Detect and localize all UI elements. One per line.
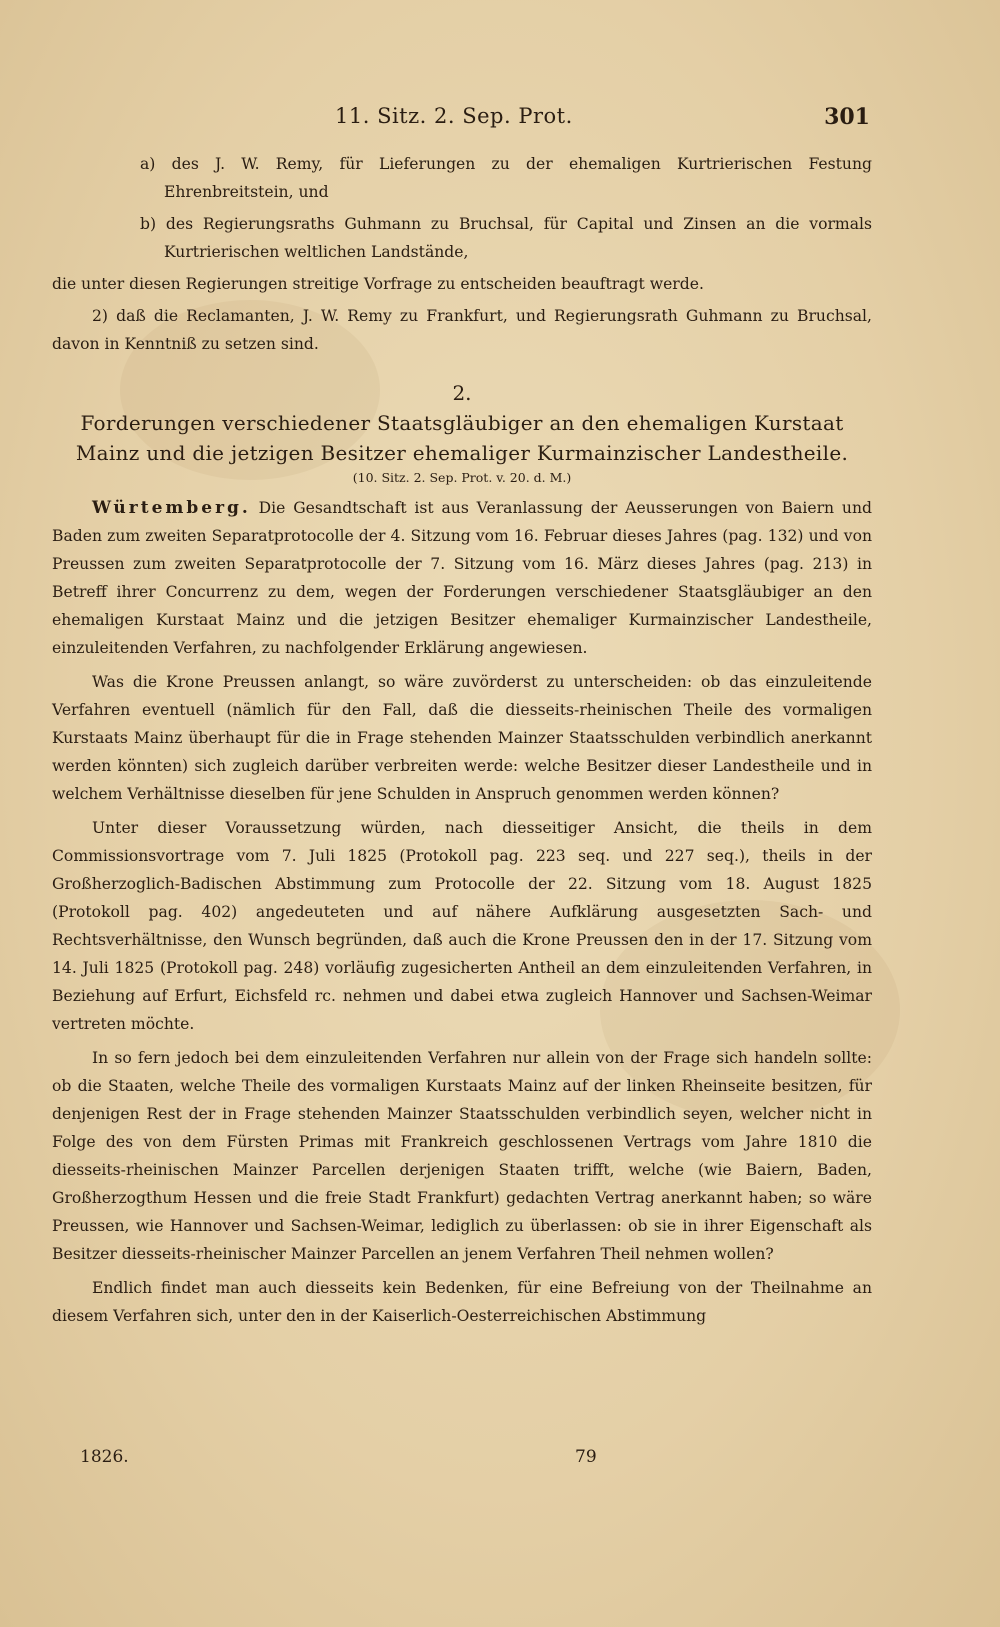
paragraph-1-text: Die Gesandtschaft ist aus Veranlassung der Aeusserungen von Baiern und Baden zum zweiten Separatprotocolle der 4. Sitzung vom 16. Februar dieses Jahres (pag. 132) und von Preussen zum zweiten Separatprotocolle der 7. Sitzung vom 16. März dieses Jahres (pag. 213) in Betreff ihrer Concurrenz zu dem, wegen der Forderungen verschiedener Staatsgläubiger an den ehemaligen Kurstaat Mainz und die jetzigen Besitzer ehemaliger Kurmainzischer Landestheile, einzuleitenden Verfahren, zu nachfolgender Erklärung angewiesen. [52, 499, 872, 657]
list-item-2: 2) daß die Reclamanten, J. W. Remy zu Frankfurt, und Regierungsrath Guhmann zu Bruchsal, davon in Kenntniß zu setzen sind. [52, 307, 872, 353]
footer-year: 1826. [80, 1447, 129, 1467]
paragraph-3: Unter dieser Voraussetzung würden, nach diesseitiger Ansicht, die theils in dem Commissionsvortrage vom 7. Juli 1825 (Protokoll pag. 223 seq. und 227 seq.), theils in der Großherzoglich-Badischen Abstimmung zum Protocolle der 22. Sitzung vom 18. August 1825 (Protokoll pag. 402) angedeuteten und auf nähere Aufklärung ausgesetzten Sach- und Rechtsverhältnisse, den Wunsch begründen, daß auch die Krone Preussen den in der 17. Sitzung vom 14. Juli 1825 (Protokoll pag. 248) vorläufig zugesicherten Antheil an dem einzuleitenden Verfahren, in Beziehung auf Erfurt, Eichsfeld rc. nehmen und dabei etwa zugleich Hannover und Sachsen-Weimar vertreten möchte. [52, 819, 872, 1033]
page-footer [0, 1447, 1000, 1473]
page-header [0, 104, 1000, 134]
page-body [52, 150, 872, 1330]
page-number: 301 [824, 104, 870, 130]
section-title-line2: Mainz und die jetzigen Besitzer ehemaliger Kurmainzischer Landestheile. [75, 441, 849, 465]
signature-mark: 79 [575, 1447, 597, 1467]
paragraph-2: Was die Krone Preussen anlangt, so wäre zuvörderst zu unterscheiden: ob das einzuleitende Verfahren eventuell (nämlich für den Fall, daß die diesseits-rheinischen Theile des vormaligen Kurstaats Mainz überhaupt für die in Frage stehenden Mainzer Staatsschulden verbindlich anerkannt werden könnten) sich zugleich darüber verbreiten werde: welche Besitzer dieser Landestheile und in welchem Verhältnisse dieselben für jene Schulden in Anspruch genommen werden können? [52, 673, 872, 803]
list-item-a: a) des J. W. Remy, für Lieferungen zu der ehemaligen Kurtrierischen Festung Ehrenbreitstein, und [140, 155, 872, 201]
section-number: 2. [452, 381, 472, 405]
paragraph-1 [52, 494, 872, 662]
list-item-b: b) des Regierungsraths Guhmann zu Bruchsal, für Capital und Zinsen an die vormals Kurtrierischen weltlichen Landstände, [140, 215, 872, 261]
section-title-line1: Forderungen verschiedener Staatsgläubiger an den ehemaligen Kurstaat [80, 411, 844, 435]
paragraph-4: In so fern jedoch bei dem einzuleitenden Verfahren nur allein von der Frage sich handeln sollte: ob die Staaten, welche Theile des vormaligen Kurstaats Mainz auf der linken Rheinseite besitzen, für denjenigen Rest der in Frage stehenden Mainzer Staatsschulden verbindlich seyen, welcher nicht in Folge des von dem Fürsten Primas mit Frankreich geschlossenen Vertrags vom Jahre 1810 die diesseits-rheinischen Mainzer Parcellen derjenigen Staaten trifft, welche (wie Baiern, Baden, Großherzogthum Hessen und die freie Stadt Frankfurt) gedachten Vertrag anerkannt haben; so wäre Preussen, wie Hannover und Sachsen-Weimar, lediglich zu überlassen: ob sie in ihrer Eigenschaft als Besitzer diesseits-rheinischer Mainzer Parcellen an jenem Verfahren Theil nehmen wollen? [52, 1049, 872, 1263]
paragraph-5: Endlich findet man auch diesseits kein Bedenken, für eine Befreiung von der Theilnahme an diesem Verfahren sich, unter den in der Kaiserlich-Oesterreichischen Abstimmung [52, 1279, 872, 1325]
state-name: Würtemberg. [92, 498, 251, 518]
section-reference: (10. Sitz. 2. Sep. Prot. v. 20. d. M.) [352, 470, 572, 485]
running-title: 11. Sitz. 2. Sep. Prot. [335, 104, 573, 128]
paragraph-continuation: die unter diesen Regierungen streitige Vorfrage zu entscheiden beauftragt werde. [52, 275, 704, 293]
